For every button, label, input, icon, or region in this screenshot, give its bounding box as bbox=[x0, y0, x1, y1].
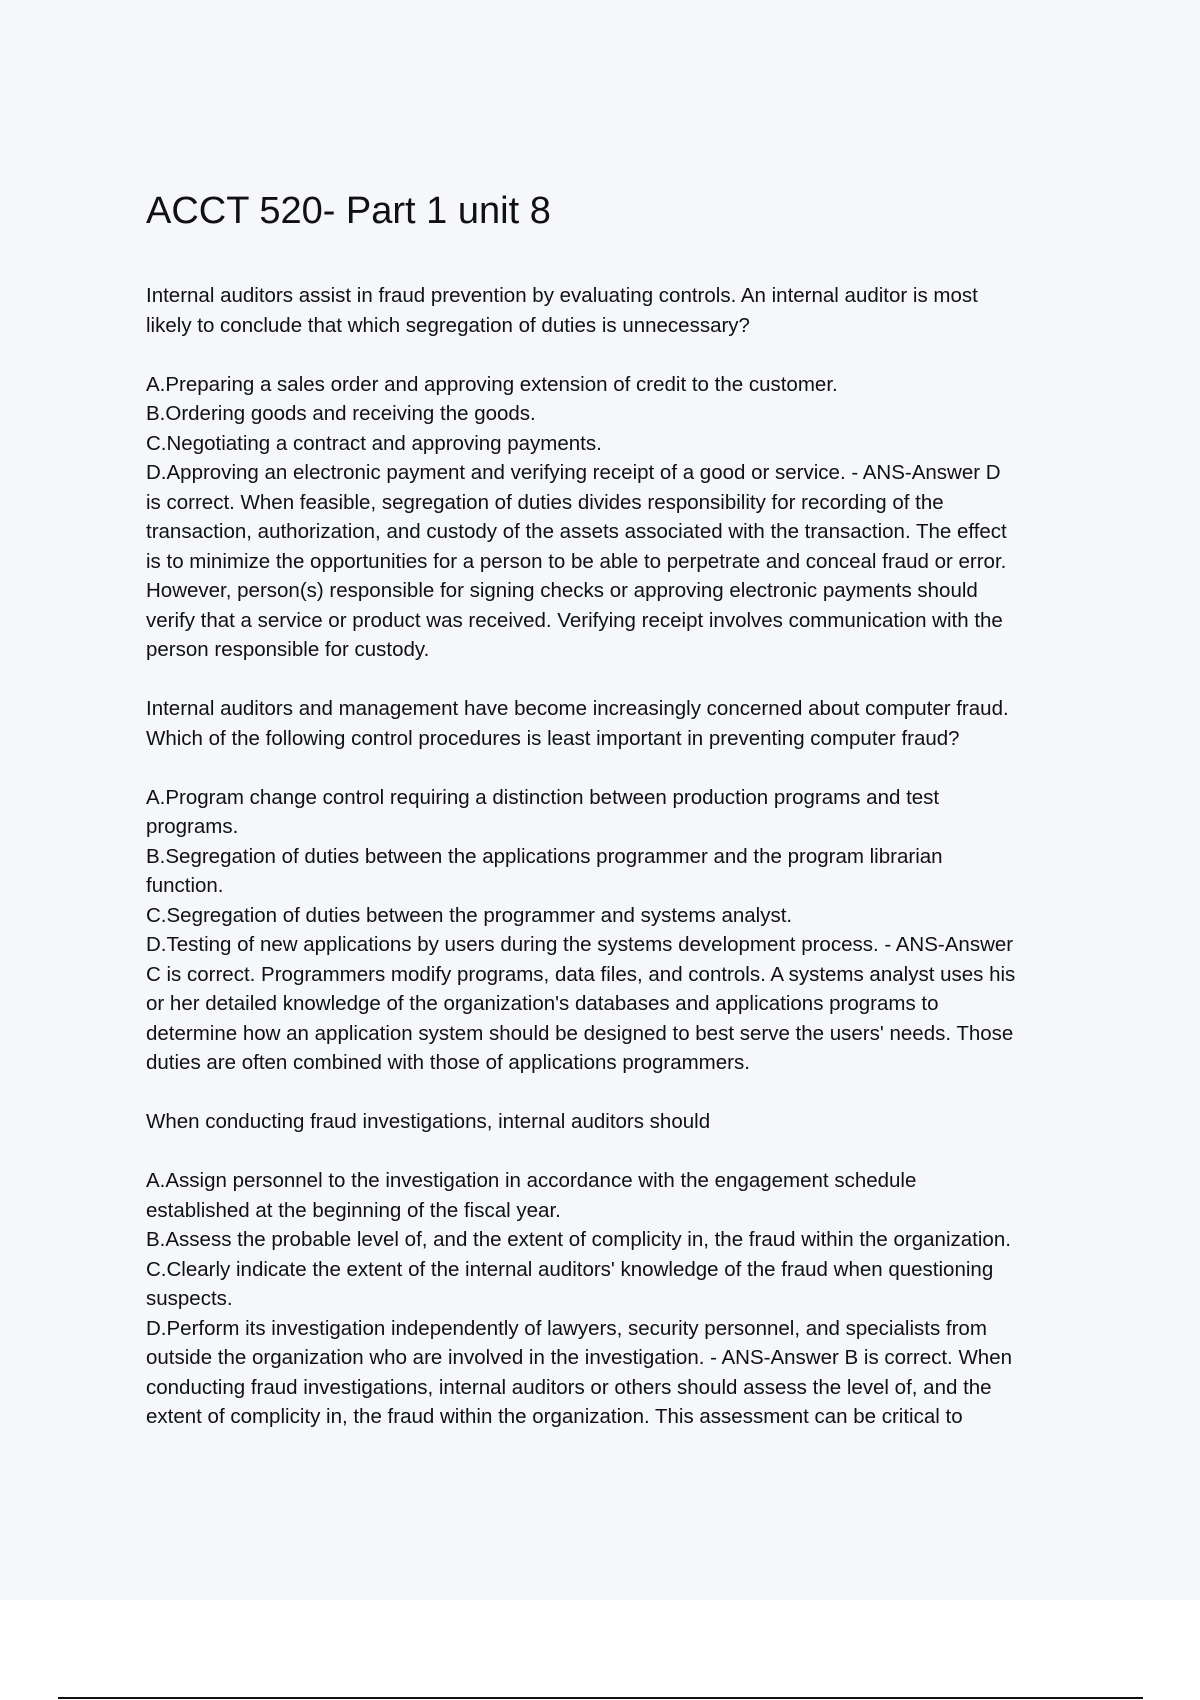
options-answer-paragraph bbox=[146, 1166, 1096, 1432]
text-line: Internal auditors and management have become increasingly concerned about computer fraud. bbox=[146, 697, 1009, 720]
text-line: verify that a service or product was received. Verifying receipt involves communication with the bbox=[146, 608, 1003, 632]
text-line: conducting fraud investigations, internal auditors or others should assess the level of, and the bbox=[146, 1375, 992, 1399]
text-line: programs. bbox=[146, 815, 239, 838]
text-line: D.Approving an electronic payment and verifying receipt of a good or service. - ANS-Answer D bbox=[146, 461, 1001, 484]
text-line: or her detailed knowledge of the organization's databases and applications programs to bbox=[146, 992, 939, 1015]
text-line: A.Preparing a sales order and approving extension of credit to the customer. bbox=[146, 372, 838, 396]
text-line: extent of complicity in, the fraud within the organization. This assessment can be critical to bbox=[146, 1405, 963, 1428]
text-line: B.Ordering goods and receiving the goods. bbox=[146, 402, 536, 425]
question-paragraph bbox=[146, 281, 1096, 340]
question-paragraph bbox=[146, 694, 1096, 753]
text-line: established at the beginning of the fiscal year. bbox=[146, 1198, 561, 1222]
question-paragraph bbox=[146, 1107, 1096, 1137]
document-blocks bbox=[146, 281, 1096, 1432]
text-line: C.Clearly indicate the extent of the internal auditors' knowledge of the fraud when questioning bbox=[146, 1257, 994, 1281]
text-line: person responsible for custody. bbox=[146, 638, 430, 661]
text-line: D.Perform its investigation independently of lawyers, security personnel, and specialists from bbox=[146, 1316, 987, 1340]
text-line: When conducting fraud investigations, internal auditors should bbox=[146, 1110, 711, 1133]
text-line: However, person(s) responsible for signing checks or approving electronic payments should bbox=[146, 579, 978, 602]
text-line: transaction, authorization, and custody of the assets associated with the transaction. The effect bbox=[146, 520, 1007, 543]
text-line: C.Segregation of duties between the programmer and systems analyst. bbox=[146, 903, 793, 927]
text-line: B.Segregation of duties between the applications programmer and the program librarian bbox=[146, 844, 943, 868]
text-line: outside the organization who are involved in the investigation. - ANS-Answer B is correct. When bbox=[146, 1346, 1012, 1369]
text-line: determine how an application system should be designed to best serve the users' needs. Those bbox=[146, 1021, 1014, 1045]
text-line: C is correct. Programmers modify programs, data files, and controls. A systems analyst uses his bbox=[146, 962, 1016, 986]
text-line: suspects. bbox=[146, 1287, 233, 1310]
text-line: Internal auditors assist in fraud prevention by evaluating controls. An internal auditor is most bbox=[146, 284, 978, 307]
text-line: B.Assess the probable level of, and the extent of complicity in, the fraud within the organization. bbox=[146, 1228, 1011, 1251]
options-answer-paragraph bbox=[146, 370, 1096, 665]
text-line: function. bbox=[146, 874, 224, 897]
footer-divider bbox=[58, 1697, 1143, 1699]
text-line: duties are often combined with those of applications programmers. bbox=[146, 1051, 750, 1074]
text-line: is to minimize the opportunities for a person to be able to perpetrate and conceal fraud or error. bbox=[146, 549, 1007, 573]
text-line: A.Assign personnel to the investigation in accordance with the engagement schedule bbox=[146, 1169, 917, 1192]
options-answer-paragraph bbox=[146, 783, 1096, 1078]
document-body bbox=[146, 185, 1096, 1432]
text-line: D.Testing of new applications by users during the systems development process. - ANS-Answer bbox=[146, 933, 1014, 956]
text-line: A.Program change control requiring a distinction between production programs and test bbox=[146, 785, 940, 809]
document-title: ACCT 520- Part 1 unit 8 bbox=[146, 190, 551, 232]
text-line: Which of the following control procedures is least important in preventing computer fraud? bbox=[146, 726, 960, 750]
text-line: likely to conclude that which segregation of duties is unnecessary? bbox=[146, 313, 750, 337]
text-line: C.Negotiating a contract and approving payments. bbox=[146, 431, 602, 455]
text-line: is correct. When feasible, segregation of duties divides responsibility for recording of the bbox=[146, 490, 944, 514]
